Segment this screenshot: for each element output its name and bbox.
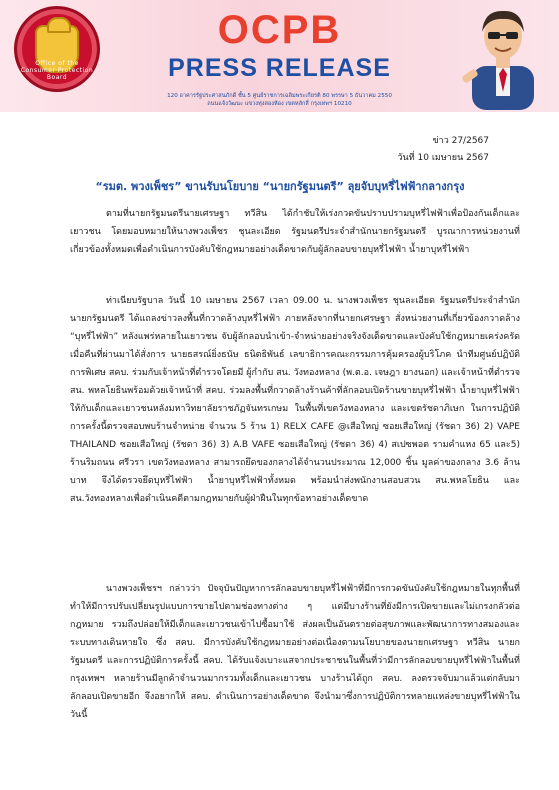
press-release-title: PRESS RELEASE — [168, 54, 391, 82]
address-line-2: ถนนแจ้งวัฒนะ แขวงทุ่งสองห้อง เขตหลักสี่ กรุงเทพฯ 10210 — [207, 101, 352, 107]
news-number: ข่าว 27/2567 — [432, 136, 489, 146]
paragraph-text: ท่าเนียบรัฐบาล วันนี้ 10 เมษายน 2567 เวลา 09.00 น. นางพวงเพ็ชร ชุนละเอียด รัฐมนตรีประจำสำนักนายกรัฐมนตรี ได้แถลงข่าวลงพื้นที่กวาดล้างบุหรี่ไฟฟ้า ภายหลังจากที่นายกเศรษฐา สั่งหน่วยงานที่เกี่ยวข้องกวาดล้าง “บุหรี่ไฟฟ้า” หลังแพร่หลายในเยาวชน จับผู้ลักลอบนำเข้า-จำหน่ายอย่างจริงจังเด็ดขาดและบังคับใช้กฎหมายเคร่งครัด เมื่อคืนที่ผ่านมาได้สั่งการ นายธสรณ์ยิ่งธนัษ ธนิตธิพันธ์ เลขาธิการคณะกรรมการคุ้มครองผู้บริโภค นำทีมศูนย์ปฏิบัติการพิเศษ สคบ. ร่วมกับเจ้าหน้าที่ตำรวจโดยมี ผู้กำกับ สน. วังทองหลาง (พ.ต.อ. เจษฎา ยางนอก) และเจ้าหน้าที่ตำรวจ สน. พหลโยธินพร้อมด้วยเจ้าหน้าที่ สคบ. ร่วมลงพื้นที่กวาดล้างร้านค้าที่ลักลอบเปิดร้านขายบุหรี่ไฟฟ้า น้ำยาบุหรี่ไฟฟ้าให้กับเด็กและเยาวชนหลังมหาวิทยาลัยราชภัฏจันทรเกษม ในพื้นที่เขตวังทองหลาง และเขตรัชดาภิเษก ในการปฏิบัติการครั้งนี้ตรวจสอบพบร้านจำหน่าย จำนวน 5 ร้าน 1) RELX CAFE @เสือใหญ่ ซอยเสือใหญ่ (รัชดา 36) 2) VAPE THAILAND ซอยเสือใหญ่ (รัชดา 36) 3) A.B VAFE ซอยเสือใหญ่ (รัชดา 36) 4) สเปซพอต รามคำแหง 65 และ5) ร้านริมถนน ศรีวรา เขตวังทองหลาง สามารถยึดของกลางได้จำนวนประมาณ 12,000 ชิ้น มูลค่าของกลาง 3.6 ล้านบาท จึงได้ตรวจยึดบุหรี่ไฟฟ้า น้ำยาบุหรี่ไฟฟ้าทั้งหมด พร้อมนำส่งพนักงานสอบสวน สน.พหลโยธิน และ สน.วังทองหลางเพื่อดำเนินคดีตามกฎหมายกับผู้ฝ่าฝืนในทุกข้อหาอย่างเด็ดขาด — [70, 296, 520, 504]
seal-ring-text: Office of the Consumer Protection Board — [20, 60, 94, 81]
headline: “รมต. พวงเพ็ชร” ขานรับนโยบาย “นายกรัฐมนตรี” ลุยจับบุหรี่ไฟฟ้ากลางกรุง — [95, 180, 465, 193]
address-line-1: 120 อาคารรัฐประศาสนภักดี ชั้น 5 ศูนย์ราชการเฉลิมพระเกียรติ 80 พรรษา 5 ธันวาคม 2550 — [167, 93, 392, 99]
paragraph-text: ตามที่นายกรัฐมนตรีนายเศรษฐา ทวีสิน ได้กำชับให้เร่งกวดขันปราบปรามบุหรี่ไฟฟ้าเพื่อป้องกันเด็กและเยาวชน โดยมอบหมายให้นางพวงเพ็ชร ชุนละเอียด รัฐมนตรีประจำสำนักนายกรัฐมนตรี บูรณาการหน่วยงานที่เกี่ยวข้องทั้งหมดเพื่อดำเนินการบังคับใช้กฎหมายอย่างเด็ดขาดกับผู้ลักลอบขายบุหรี่ไฟฟ้า น้ำยาบุหรี่ไฟฟ้า — [70, 209, 520, 255]
mascot-illustration-icon — [460, 2, 546, 110]
paragraph-text: นางพวงเพ็ชรฯ กล่าวว่า ปัจจุบันปัญหาการลักลอบขายบุหรี่ไฟฟ้าที่มีการกวดขันบังคับใช้กฎหมายในทุกพื้นที่ ทำให้มีการปรับเปลี่ยนรูปแบบการขายไปตามช่องทางต่าง ๆ แต่มีบางร้านที่ยังมีการเปิดขายและไม่เกรงกลัวต่อกฎหมาย รวมถึงปล่อยให้มีเด็กและเยาวชนเข้าไปซื้อมาใช้ ส่งผลเป็นอันตรายต่อสุขภาพและพัฒนาการทางสมองและระบบทางเดินหายใจ ซึ่ง สคบ. มีการบังคับใช้กฎหมายอย่างต่อเนื่องตามนโยบายของนายกเศรษฐา ทวีสิน นายกรัฐมนตรี และการปฏิบัติการครั้งนี้ สคบ. ได้รับแจ้งเบาะแสจากประชาชนในพื้นที่ว่ามีการลักลอบขายบุหรี่ไฟฟ้าในพื้นที่กรุงเทพฯ หลายร้านมีลูกค้าจำนวนมากรวมทั้งเด็กและเยาวชน บางร้านได้ถูก สคบ. ลงตรวจจับมาแล้วแต่กลับมาลักลอบเปิดขายอีก จึงอยากให้ สคบ. ดำเนินการอย่างเด็ดขาด จึงนำมาซึ่งการปฏิบัติการทลายแหล่งขายบุหรี่ไฟฟ้าในวันนี้ — [70, 584, 520, 720]
press-release-header — [0, 0, 559, 112]
news-date: วันที่ 10 เมษายน 2567 — [397, 153, 489, 163]
article-paragraph-1 — [70, 205, 520, 259]
article-paragraph-3 — [70, 580, 520, 724]
article-paragraph-2 — [70, 292, 520, 508]
ocpb-title: OCPB — [217, 8, 342, 52]
